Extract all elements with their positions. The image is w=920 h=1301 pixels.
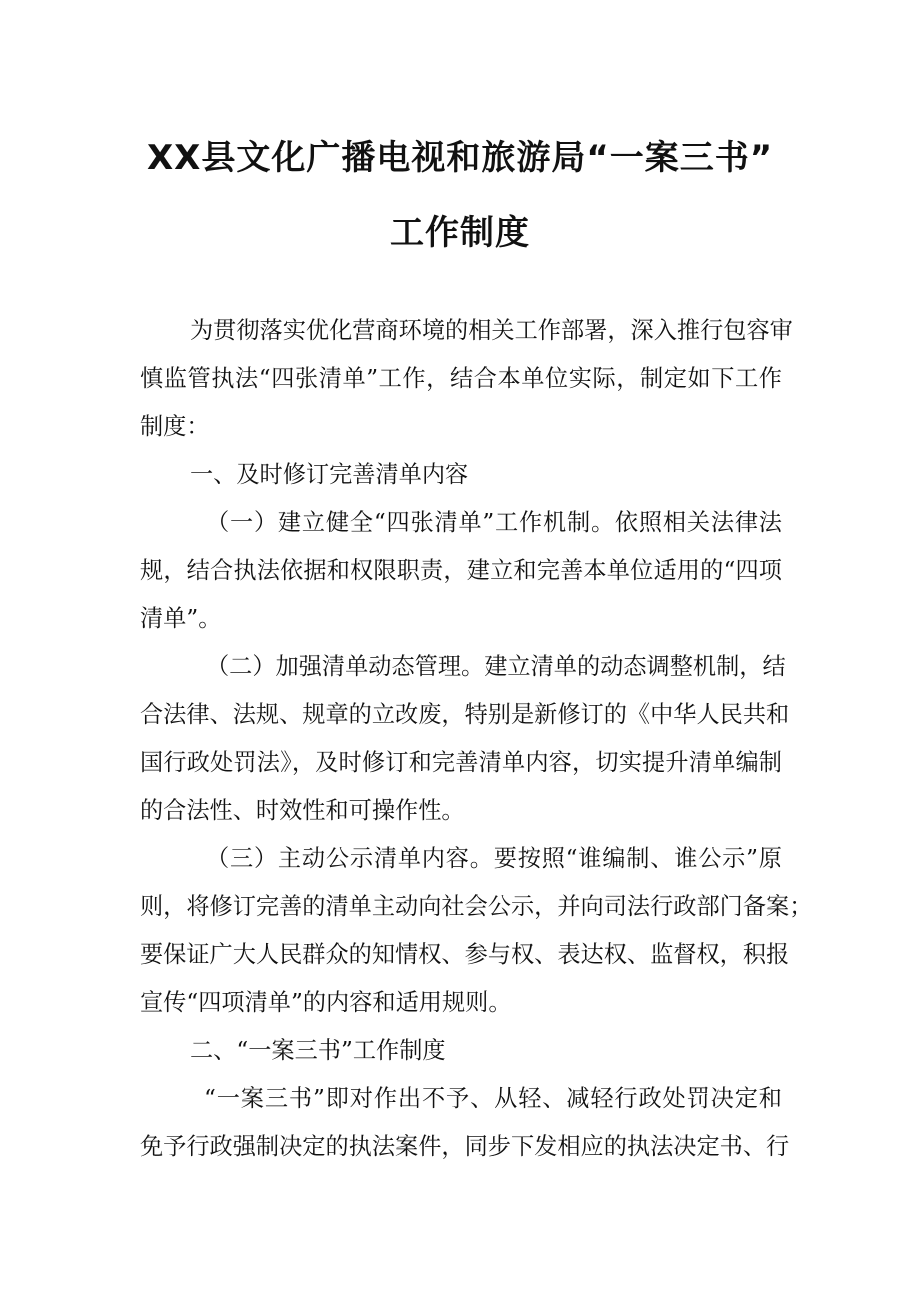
section-heading-1: 一、及时修订完善清单内容: [190, 461, 469, 488]
item-1-line-2: 规，结合执法依据和权限职责，建立和完善本单位适用的“四项: [140, 557, 782, 584]
item-3-line-4: 宣传“四项清单”的内容和适用规则。: [140, 989, 512, 1016]
document-title-line-2: 工作制度: [390, 213, 530, 253]
item-3-line-3: 要保证广大人民群众的知情权、参与权、表达权、监督权，积报: [140, 941, 790, 968]
item-2-line-3: 国行政处罚法》，及时修订和完善清单内容，切实提升清单编制: [140, 749, 782, 776]
item-3-line-1: （三）主动公示清单内容。要按照“谁编制、谁公示”原: [206, 845, 782, 872]
item-2-line-2: 合法律、法规、规章的立改废，特别是新修订的《中华人民共和: [140, 701, 790, 728]
section-heading-2: 二、“一案三书”工作制度: [190, 1037, 446, 1064]
document-title-line-1: XX县文化广播电视和旅游局“一案三书”: [146, 138, 774, 178]
paragraph-intro-line-2: 慎监管执法“四张清单”工作，结合本单位实际，制定如下工作: [140, 365, 782, 392]
item-3-line-2: 则，将修订完善的清单主动向社会公示，并向司法行政部门备案；: [140, 893, 813, 920]
section-2-line-1: “一案三书”即对作出不予、从轻、减轻行政处罚决定和: [204, 1085, 782, 1112]
item-1-line-1: （一）建立健全“四张清单”工作机制。依照相关法律法: [206, 509, 782, 536]
section-2-line-2: 免予行政强制决定的执法案件，同步下发相应的执法决定书、行: [140, 1133, 790, 1160]
item-2-line-1: （二）加强清单动态管理。建立清单的动态调整机制，结: [206, 653, 786, 680]
item-1-line-3: 清单”。: [140, 605, 222, 632]
item-2-line-4: 的合法性、时效性和可操作性。: [140, 797, 465, 824]
paragraph-intro-line-3: 制度：: [140, 413, 210, 440]
paragraph-intro-line-1: 为贯彻落实优化营商环境的相关工作部署，深入推行包容审: [190, 317, 793, 344]
